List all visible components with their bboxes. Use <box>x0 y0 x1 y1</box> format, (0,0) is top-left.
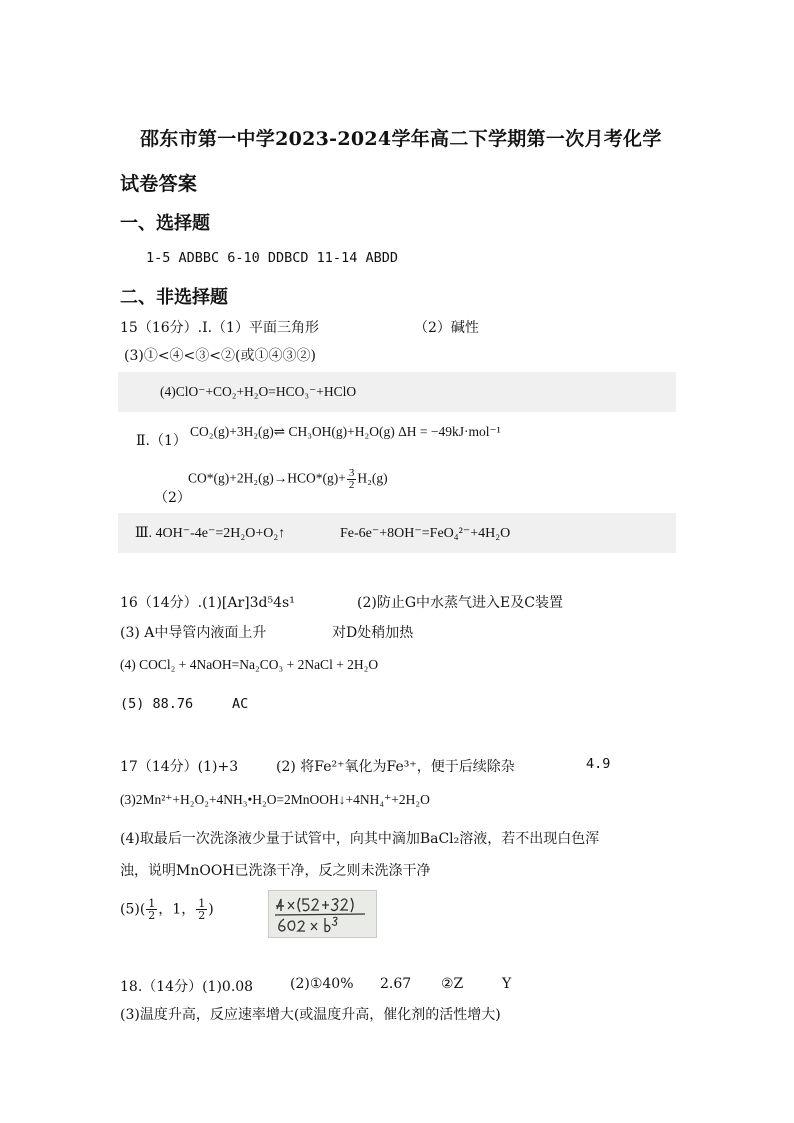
fraction-numerator: 1 <box>148 897 156 910</box>
q17-line4: 浊，说明MnOOH已洗涤干净，反之则未洗涤干净 <box>120 863 431 879</box>
q16-line4-b: AC <box>232 696 249 712</box>
page-title: 邵东市第一中学2023-2024学年高二下学期第一次月考化学 <box>140 128 662 150</box>
q17-line3: (4)取最后一次洗涤液少量于试管中，向其中滴加BaCl₂溶液，若不出现白色浑 <box>120 831 600 847</box>
fraction-denominator: 2 <box>198 909 206 922</box>
q15-ii-equation2-lhs: CO*(g)+2H₂(g)→HCO*(g)+ <box>188 470 346 486</box>
q17-line1-c: 4.9 <box>586 756 611 772</box>
q16-line2-a: (3) A中导管内液面上升 <box>120 625 267 641</box>
q15-ii-equation1: CO₂(g)+3H₂(g)⇌ CH₃OH(g)+H₂O(g) ΔH = −49kJ·mol⁻¹ <box>190 424 501 439</box>
q15-part3: (3)①<④<③<②(或①④③②) <box>124 348 316 364</box>
q17-line5-suffix: ) <box>208 901 214 918</box>
q15-part4-equation: (4)ClO⁻+CO₂+H₂O=HCO₃⁻+HClO <box>160 384 357 399</box>
q15-iii-anode: Ⅲ. 4OH⁻-4e⁻=2H₂O+O₂↑ <box>135 526 286 541</box>
handwritten-formula-drawing <box>269 891 376 937</box>
fraction-one-half-a <box>146 898 157 921</box>
q15-ii-label: Ⅱ.（1） <box>136 433 187 449</box>
q18-line1-a: 18.（14分）(1)0.08 <box>120 979 254 995</box>
q18-line2: (3)温度升高，反应速率增大(或温度升高，催化剂的活性增大) <box>120 1007 501 1023</box>
section-heading-choice: 一、选择题 <box>120 213 210 234</box>
fraction-numerator: 3 <box>348 467 355 479</box>
q16-line1-a: 16（14分）.(1)[Ar]3d⁵4s¹ <box>120 595 295 611</box>
fraction-one-half-b <box>196 898 207 921</box>
q17-line1-a: 17（14分）(1)+3 <box>120 759 239 775</box>
fraction-denominator: 2 <box>348 479 355 491</box>
page-title-continued: 试卷答案 <box>120 173 198 195</box>
q18-line1-d: ②Z <box>441 976 464 992</box>
q15-ii-equation2 <box>188 468 388 491</box>
q15-part2: （2）碱性 <box>414 320 479 336</box>
q16-line4-a: (5) 88.76 <box>120 696 194 712</box>
q15-heading: 15（16分）.Ⅰ.（1）平面三角形 <box>120 320 319 336</box>
q17-line5-prefix: (5)( <box>120 901 146 918</box>
fraction-numerator: 1 <box>198 897 206 910</box>
q16-line1-b: (2)防止G中水蒸气进入E及C装置 <box>357 595 563 611</box>
q17-line2: (3)2Mn²⁺+H₂O₂+4NH₃•H₂O=2MnOOH↓+4NH₄⁺+2H₂O <box>120 792 430 807</box>
q16-line3: (4) COCl₂ + 4NaOH=Na₂CO₃ + 2NaCl + 2H₂O <box>120 657 379 672</box>
section-heading-nonchoice: 二、非选择题 <box>120 287 228 308</box>
q16-line2-b: 对D处稍加热 <box>332 625 414 641</box>
q15-ii-equation2-rhs: H₂(g) <box>357 470 388 486</box>
fraction-denominator: 2 <box>148 909 156 922</box>
fraction-three-halves <box>347 468 357 491</box>
choice-answers: 1-5 ADBBC 6-10 DDBCD 11-14 ABDD <box>146 250 398 266</box>
handwritten-formula-image <box>268 890 377 938</box>
q15-iii-iron: Fe-6e⁻+8OH⁻=FeO₄²⁻+4H₂O <box>340 526 511 541</box>
q15-ii-label2: （2） <box>154 490 191 506</box>
q17-line5-middle: ，1， <box>158 901 196 918</box>
q17-line1-b: (2) 将Fe²⁺氧化为Fe³⁺，便于后续除杂 <box>276 759 515 775</box>
q18-line1-c: 2.67 <box>380 976 412 992</box>
q18-line1-b: (2)①40% <box>290 976 354 992</box>
q18-line1-e: Y <box>502 976 512 992</box>
q17-line5 <box>120 898 214 921</box>
